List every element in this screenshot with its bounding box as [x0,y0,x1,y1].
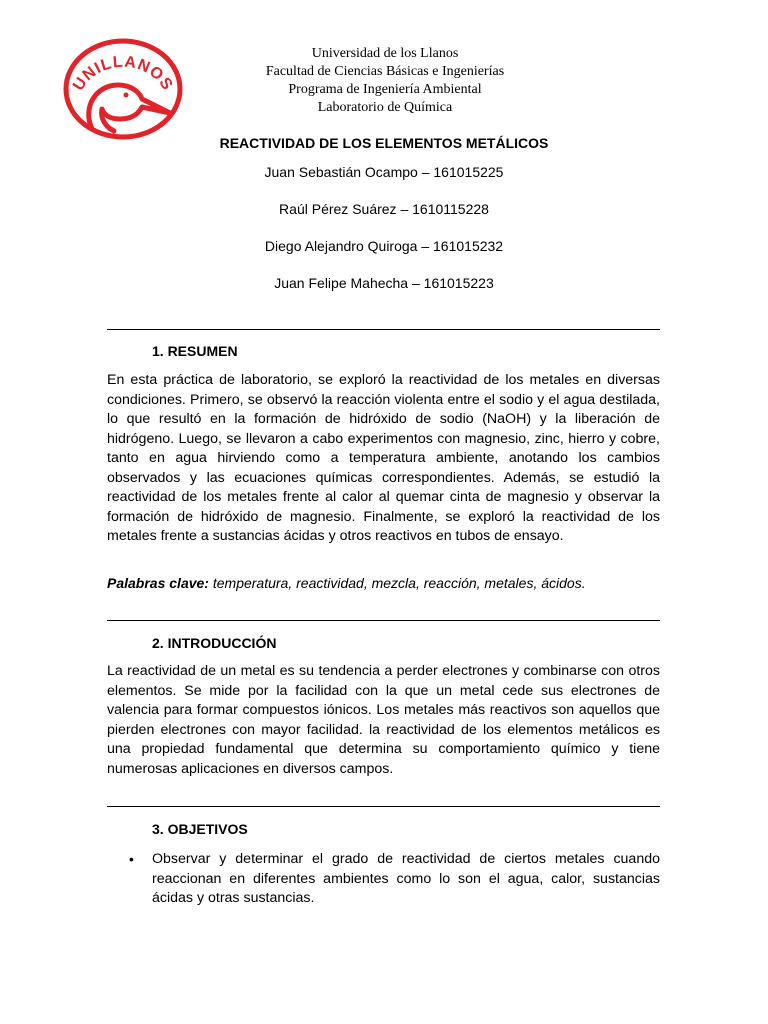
lab-name: Laboratorio de Química [317,100,453,115]
document-title: REACTIVIDAD DE LOS ELEMENTOS METÁLICOS [219,135,549,151]
divider [107,806,660,807]
keywords-line [107,575,660,591]
faculty-name: Facultad de Ciencias Básicas e Ingenierías [265,64,505,79]
author-2: Raúl Pérez Suárez – 1610115228 [279,201,489,217]
divider [107,329,660,330]
divider [107,620,660,621]
objective-item: Observar y determinar el grado de reactividad de ciertos metales cuando reaccionan en diferentes ambientes como lo son el agua, calor, sustancias ácidas y otras sustancias. [152,851,660,906]
resumen-paragraph: En esta práctica de laboratorio, se exploró la reactividad de los metales en diversas condiciones. Primero, se observó la reacción violenta entre el sodio y el agua destilada, lo que resultó en la formación de hidróxido de sodio (NaOH) y la liberación de hidrógeno. Luego, se llevaron a cabo experimentos con magnesio, zinc, hierro y cobre, tanto en agua hirviendo como a temperatura ambiente, anotando los cambios observados y las ecuaciones químicas correspondientes. Además, se estudió la reactividad de los metales frente al calor al quemar cinta de magnesio y observar la formación de hidróxido de magnesio. Finalmente, se exploró la reactividad de los metales frente a sustancias ácidas y otros reactivos en tubos de ensayo. [107,372,660,544]
section-heading-resumen: 1. RESUMEN [152,343,238,359]
section-heading-introduccion: 2. INTRODUCCIÓN [152,635,277,651]
author-1: Juan Sebastián Ocampo – 161015225 [264,164,504,180]
university-name: Universidad de los Llanos [311,46,459,61]
bullet-marker: • [129,851,134,867]
institution-header [240,45,530,117]
program-name: Programa de Ingeniería Ambiental [288,82,482,97]
university-logo [62,37,184,141]
author-4: Juan Felipe Mahecha – 161015223 [274,275,494,291]
keywords-label: Palabras clave: [107,575,209,591]
logo-text: UNILLANOS [70,53,177,94]
author-3: Diego Alejandro Quiroga – 161015232 [264,238,504,254]
keywords-list: temperatura, reactividad, mezcla, reacción, metales, ácidos. [212,575,586,591]
section-heading-objetivos: 3. OBJETIVOS [152,821,248,837]
introduccion-paragraph: La reactividad de un metal es su tendencia a perder electrones y combinarse con otros elementos. Se mide por la facilidad con la que un metal cede sus electrones de valencia para formar compuestos iónicos. Los metales más reactivos son aquellos que pierden electrones con mayor facilidad. la reactividad de los elementos metálicos es una propiedad fundamental que determina su comportamiento químico y tiene numerosas aplicaciones en diversos campos. [107,663,660,777]
